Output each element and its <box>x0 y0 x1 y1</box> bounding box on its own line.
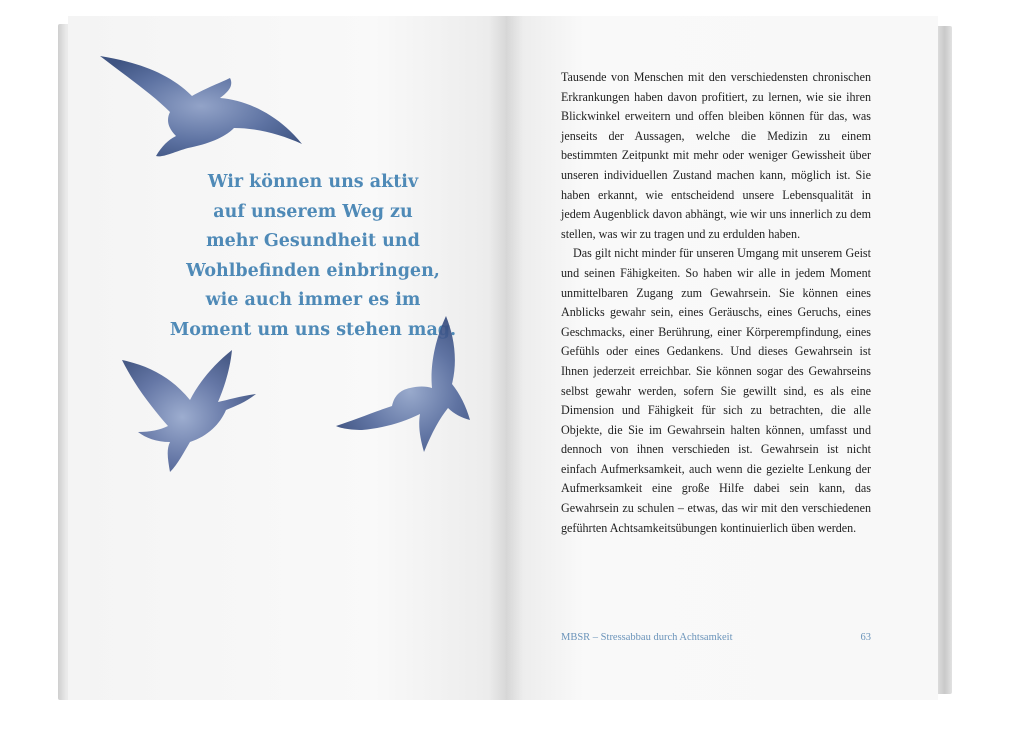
page-footer <box>561 632 871 643</box>
open-book <box>58 16 954 706</box>
quote-line: Wohlbefinden einbringen, <box>186 260 440 281</box>
quote-line: auf unserem Weg zu <box>213 201 413 222</box>
quote-line: Wir können uns aktiv <box>207 172 419 192</box>
bird-top-icon <box>96 48 306 158</box>
bird-bottom-left-icon <box>120 348 260 476</box>
body-text <box>561 68 871 538</box>
right-page <box>506 16 938 700</box>
page-number: 63 <box>860 632 871 643</box>
left-page <box>68 16 506 700</box>
paragraph: Das gilt nicht minder für unseren Umgang mit unserem Geist und seinen Fähigkeiten. So haben wir alle in jedem Moment unmittelbaren Zugang zum Gewahrsein. Sie können eines Anblicks gewahr sein, eines Geräuschs, eines Geruchs, eines Geschmacks, einer Berührung, einer Körperempfindung, eines Gefühls oder eines Gedankens. Und dieses Gewahrsein ist Ihnen jederzeit erreichbar. Sie können sogar des Gewahrseins selbst gewahr werden, sofern Sie gewillt sind, es als eine Dimension und Fähigkeit für sich zu betrachten, die alle Objekte, die Sie im Gewahrsein halten können, umfasst und dennoch von ihnen verschieden ist. Gewahrsein ist nicht einfach Aufmerksamkeit, auch wenn die gezielte Lenkung der Aufmerksamkeit eine große Hilfe dabei sein kann, das Gewahrsein zu schulen – etwas, das wir mit den verschiedenen geführten Achtsamkeitsübungen kontinuierlich üben werden. <box>561 246 871 535</box>
running-footer-title: MBSR – Stressabbau durch Achtsamkeit <box>561 632 733 643</box>
quote-line: mehr Gesundheit und <box>206 231 420 251</box>
quote-line: Moment um uns stehen mag. <box>169 319 457 340</box>
quote-line: wie auch immer es im <box>205 290 421 310</box>
paragraph: Tausende von Menschen mit den verschiedensten chronischen Erkrankungen haben davon profitiert, zu lernen, wie sie ihren Blickwinkel erweitern und offen bleiben können für das, was jenseits der Aussagen, welche die Medizin zu einem bestimmten Zeitpunkt mit mehr oder weniger Gewissheit über unseren individuellen Zustand machen kann, möglich ist. Sie haben erkannt, wie entscheidend unsere Lebensqualität in jedem Augenblick davon abhängt, wie wir uns innerlich zu dem stellen, was wir zu tragen und zu erdulden haben. <box>561 70 871 241</box>
bird-bottom-right-icon <box>334 314 474 456</box>
